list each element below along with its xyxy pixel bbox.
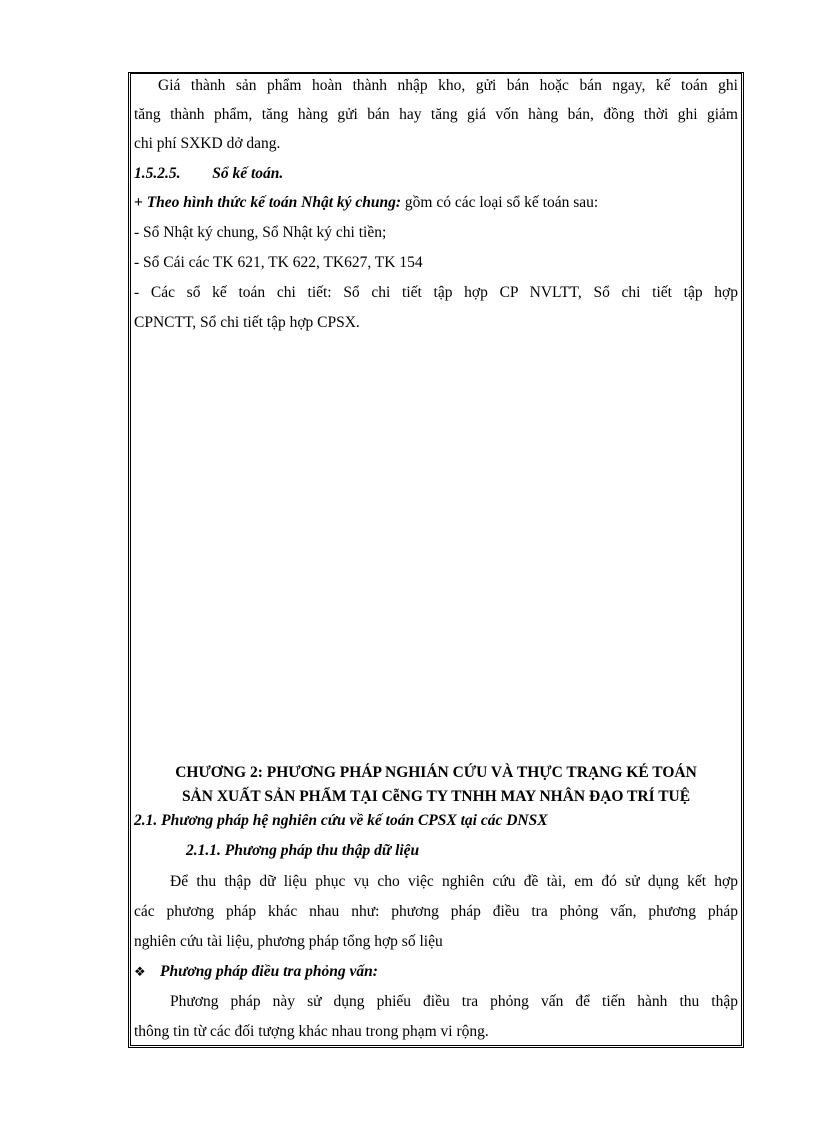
bullet-heading: Phương pháp điều tra phỏng vấn: — [160, 963, 378, 980]
plus-marker: + — [134, 194, 147, 211]
form-name: Theo hình thức kế toán Nhật ký chung: — [146, 194, 402, 211]
paragraph-line: Để thu thập dữ liệu phục vụ cho việc nghiên cứu đề tài, em đó sử dụng kết hợp — [170, 873, 738, 890]
page-frame — [128, 72, 744, 1048]
diamond-bullet-icon: ❖ — [134, 964, 146, 979]
subsection-heading: 2.1.1. Phương pháp thu thập dữ liệu — [186, 842, 420, 859]
paragraph-line: thông tin từ các đối tượng khác nhau trong phạm vi rộng. — [134, 1023, 489, 1040]
list-item-continued: CPNCTT, Sổ chi tiết tập hợp CPSX. — [134, 314, 360, 331]
list-item: - Sổ Nhật ký chung, Sổ Nhật ký chi tiền; — [134, 224, 387, 241]
paragraph-line: các phương pháp khác nhau như: phương pháp điều tra phỏng vấn, phương pháp — [134, 903, 738, 920]
paragraph-line: tăng thành phẩm, tăng hàng gửi bán hay tăng giá vốn hàng bán, đồng thời ghi giảm — [134, 106, 738, 123]
paragraph-line: chi phí SXKD dở dang. — [134, 135, 281, 152]
list-item: - Các sổ kế toán chi tiết: Sổ chi tiết tập hợp CP NVLTT, Sổ chi tiết tập hợp — [134, 284, 738, 301]
form-note-rest: gồm có các loại sổ kế toán sau: — [401, 194, 599, 211]
heading-number: 1.5.2.5. — [134, 165, 181, 182]
paragraph-line: nghiên cứu tài liệu, phương pháp tổng hợp số liệu — [134, 933, 443, 950]
chapter-title: CHƯƠNG 2: PHƯƠNG PHÁP NGHIÁN CỨU VÀ THỰC TRẠNG KÉ TOÁN — [175, 764, 697, 781]
paragraph-line: Giá thành sản phẩm hoàn thành nhập kho, gửi bán hoặc bán ngay, kế toán ghi — [158, 77, 738, 94]
section-heading — [134, 165, 738, 183]
section-heading: 2.1. Phương pháp hệ nghiên cứu về kế toán CPSX tại các DNSX — [134, 812, 548, 829]
chapter-title: SẢN XUẤT SẢN PHẨM TẠI CễNG TY TNHH MAY NHÂN ĐẠO TRÍ TUỆ — [181, 788, 691, 805]
form-note — [134, 194, 738, 212]
paragraph-line: Phương pháp này sử dụng phiếu điều tra phỏng vấn để tiến hành thu thập — [170, 993, 738, 1010]
list-item: - Sổ Cái các TK 621, TK 622, TK627, TK 154 — [134, 254, 423, 271]
heading-text: Sổ kế toán. — [212, 165, 284, 182]
